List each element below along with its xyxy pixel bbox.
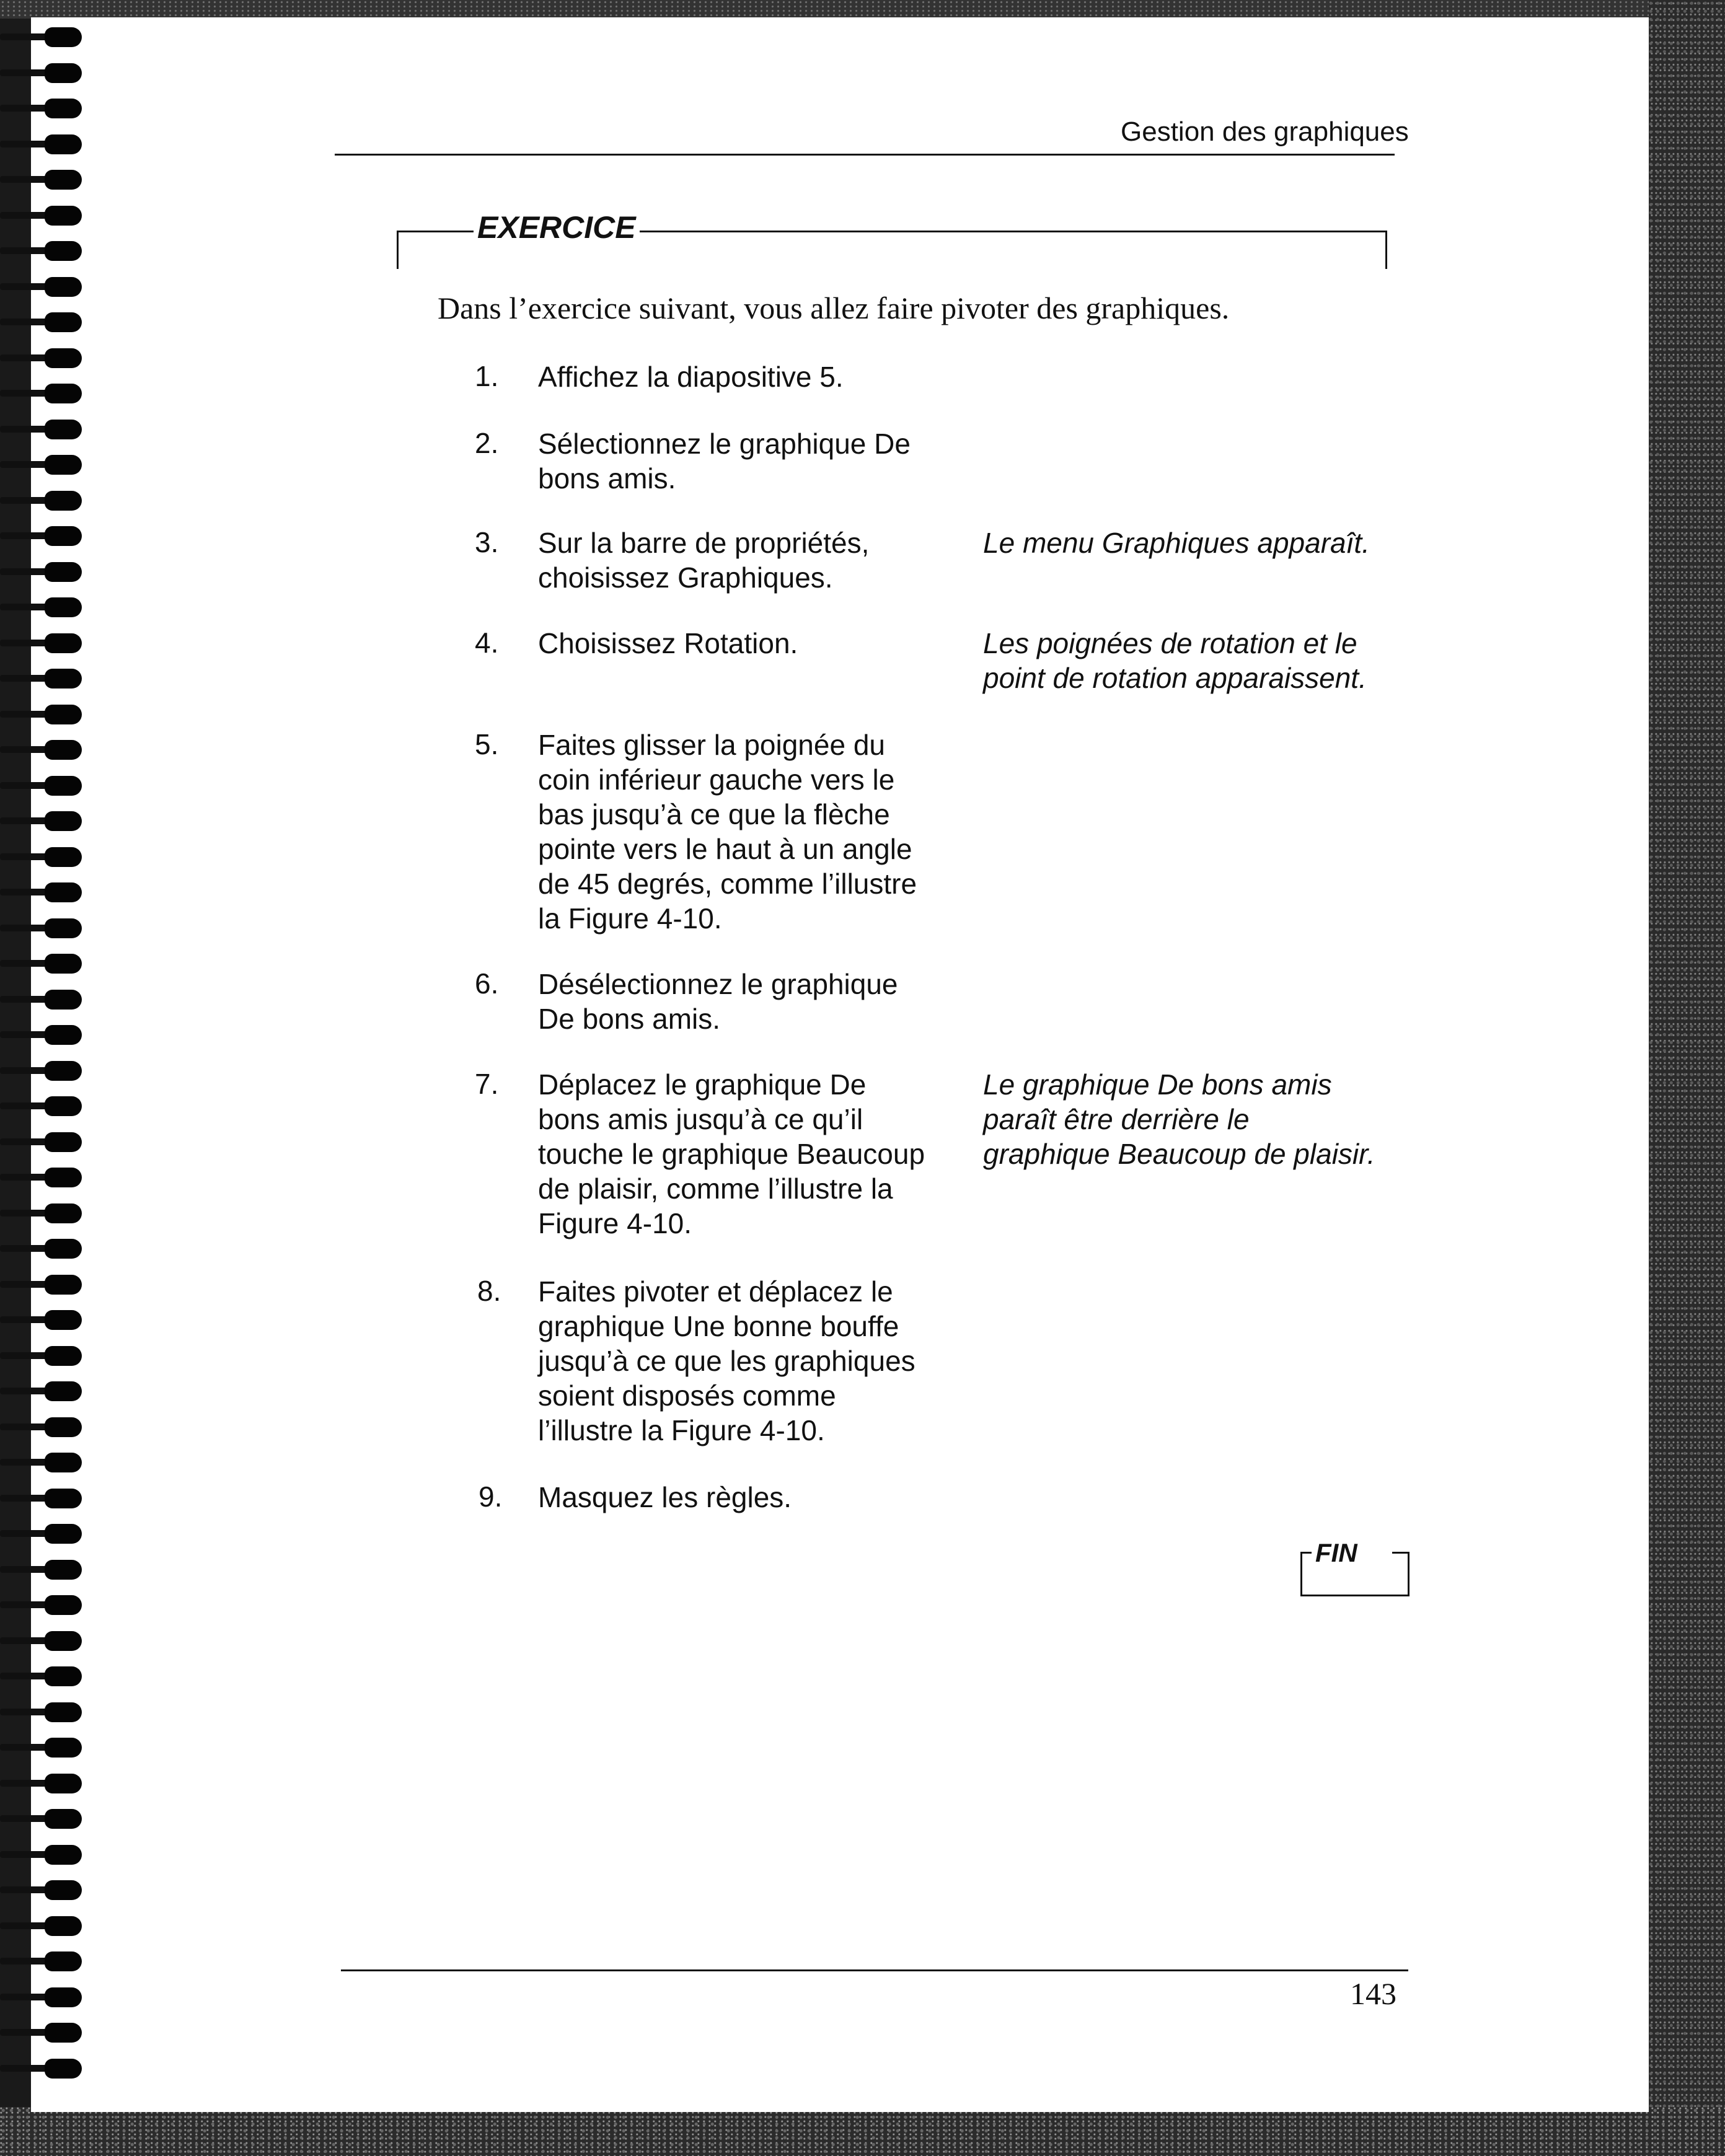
step-text xyxy=(538,359,972,394)
step-line: Affichez la diapositive 5. xyxy=(538,361,844,393)
step-line: De bons amis. xyxy=(538,1003,721,1035)
binding-coil xyxy=(0,1201,87,1226)
binding-coil xyxy=(0,1308,87,1332)
binding-coil xyxy=(0,1344,87,1368)
binding-coil xyxy=(0,452,87,477)
step-line: soient disposés comme xyxy=(538,1379,836,1412)
binding-coil xyxy=(0,203,87,228)
step-text xyxy=(538,728,972,936)
step-number: 5. xyxy=(475,728,499,760)
step-line: bons amis jusqu’à ce qu’il xyxy=(538,1103,863,1135)
page-number: 143 xyxy=(1350,1976,1396,2011)
step-line: la Figure 4-10. xyxy=(538,902,722,935)
binding-coil xyxy=(0,239,87,263)
binding-coil xyxy=(0,773,87,798)
binding-coil xyxy=(0,1521,87,1546)
step-line: pointe vers le haut à un angle xyxy=(538,833,912,865)
step-line: Figure 4-10. xyxy=(538,1207,692,1239)
binding-coil xyxy=(0,1985,87,2010)
step-line: Désélectionnez le graphique xyxy=(538,968,898,1000)
step-text xyxy=(538,526,972,595)
document-page xyxy=(31,17,1649,2112)
step-line: de 45 degrés, comme l’illustre xyxy=(538,868,917,900)
scan-border-top xyxy=(0,0,1725,19)
step-result-line: Les poignées de rotation et le xyxy=(983,627,1357,659)
binding-coil xyxy=(0,702,87,727)
binding-coil xyxy=(0,1236,87,1261)
binding-coil xyxy=(0,1878,87,1903)
binding-coil xyxy=(0,488,87,513)
step-result xyxy=(983,1067,1417,1171)
binding-coil xyxy=(0,845,87,869)
binding-coil xyxy=(0,310,87,335)
binding-coil xyxy=(0,1593,87,1617)
step-line: Sur la barre de propriétés, xyxy=(538,527,870,559)
step-result-line: paraît être derrière le xyxy=(983,1103,1250,1135)
binding-coil xyxy=(0,1094,87,1119)
exercise-title: EXERCICE xyxy=(474,209,640,245)
binding-coil xyxy=(0,666,87,691)
exercise-box-left-tick xyxy=(397,231,399,269)
binding-coil xyxy=(0,1735,87,1760)
binding-coil xyxy=(0,1771,87,1796)
step-text xyxy=(538,1480,972,1515)
exercise-box-right-tick xyxy=(1385,231,1387,269)
binding-coil xyxy=(0,987,87,1012)
binding-coil xyxy=(0,1700,87,1725)
step-text xyxy=(538,626,972,661)
binding-coil xyxy=(0,2056,87,2081)
step-line: Faites glisser la poignée du xyxy=(538,729,885,761)
binding-coil xyxy=(0,132,87,157)
binding-coil xyxy=(0,1486,87,1511)
binding-coil xyxy=(0,1058,87,1083)
step-line: Masquez les règles. xyxy=(538,1481,792,1513)
scan-border-bottom xyxy=(0,2107,1725,2156)
step-result-line: Le menu Graphiques apparaît. xyxy=(983,527,1370,559)
step-line: Faites pivoter et déplacez le xyxy=(538,1275,893,1308)
binding-coil xyxy=(0,1415,87,1440)
exercise-intro: Dans l’exercice suivant, vous allez faire pivoter des graphiques. xyxy=(438,291,1230,325)
step-result xyxy=(983,526,1417,560)
binding-coil xyxy=(0,346,87,371)
step-number: 1. xyxy=(475,360,499,392)
header-rule xyxy=(335,154,1395,156)
running-header: Gestion des graphiques xyxy=(1121,117,1409,147)
fin-label: FIN xyxy=(1315,1538,1357,1567)
binding-coil xyxy=(0,631,87,656)
step-line: touche le graphique Beaucoup xyxy=(538,1138,925,1170)
binding-coil xyxy=(0,2020,87,2045)
step-line: bas jusqu’à ce que la flèche xyxy=(538,798,890,830)
step-line: choisissez Graphiques. xyxy=(538,561,833,594)
binding-coil xyxy=(0,275,87,299)
fin-box-top-right xyxy=(1392,1552,1410,1554)
step-result xyxy=(983,626,1417,695)
binding-coil xyxy=(0,560,87,584)
binding-coil xyxy=(0,1379,87,1404)
spiral-binding xyxy=(0,25,87,2119)
binding-coil xyxy=(0,1842,87,1867)
step-text xyxy=(538,1067,972,1241)
binding-coil xyxy=(0,1949,87,1974)
footer-rule xyxy=(341,1969,1408,1971)
binding-coil xyxy=(0,1023,87,1047)
step-line: bons amis. xyxy=(538,462,676,495)
binding-coil xyxy=(0,880,87,905)
step-line: Déplacez le graphique De xyxy=(538,1068,867,1101)
step-line: l’illustre la Figure 4-10. xyxy=(538,1414,825,1446)
step-text xyxy=(538,1274,972,1448)
step-number: 9. xyxy=(479,1481,503,1513)
binding-coil xyxy=(0,381,87,406)
scan-border-right xyxy=(1649,0,1725,2156)
step-number: 7. xyxy=(475,1068,499,1100)
step-text xyxy=(538,967,972,1036)
binding-coil xyxy=(0,1450,87,1475)
step-number: 6. xyxy=(475,967,499,1000)
binding-coil xyxy=(0,524,87,548)
binding-coil xyxy=(0,1664,87,1689)
binding-coil xyxy=(0,96,87,121)
step-line: Choisissez Rotation. xyxy=(538,627,798,659)
step-number: 2. xyxy=(475,427,499,459)
step-result-line: graphique Beaucoup de plaisir. xyxy=(983,1138,1375,1170)
fin-box-top-left xyxy=(1300,1552,1312,1554)
step-line: graphique Une bonne bouffe xyxy=(538,1310,899,1342)
step-line: coin inférieur gauche vers le xyxy=(538,763,895,796)
binding-coil xyxy=(0,1557,87,1582)
step-line: Sélectionnez le graphique De xyxy=(538,428,911,460)
step-result-line: Le graphique De bons amis xyxy=(983,1068,1332,1101)
binding-coil xyxy=(0,1272,87,1297)
binding-coil xyxy=(0,737,87,762)
binding-coil xyxy=(0,1914,87,1938)
step-number: 3. xyxy=(475,526,499,558)
binding-coil xyxy=(0,61,87,86)
step-result-line: point de rotation apparaissent. xyxy=(983,662,1367,694)
binding-coil xyxy=(0,916,87,941)
binding-coil xyxy=(0,595,87,620)
step-number: 4. xyxy=(475,627,499,659)
step-line: de plaisir, comme l’illustre la xyxy=(538,1173,893,1205)
binding-coil xyxy=(0,1130,87,1155)
step-line: jusqu’à ce que les graphiques xyxy=(538,1345,915,1377)
binding-coil xyxy=(0,417,87,442)
step-number: 8. xyxy=(477,1275,501,1307)
step-text xyxy=(538,426,972,496)
binding-coil xyxy=(0,25,87,50)
binding-coil xyxy=(0,1806,87,1831)
binding-coil xyxy=(0,167,87,192)
binding-coil xyxy=(0,1165,87,1190)
binding-coil xyxy=(0,1629,87,1653)
binding-coil xyxy=(0,809,87,834)
binding-coil xyxy=(0,951,87,976)
